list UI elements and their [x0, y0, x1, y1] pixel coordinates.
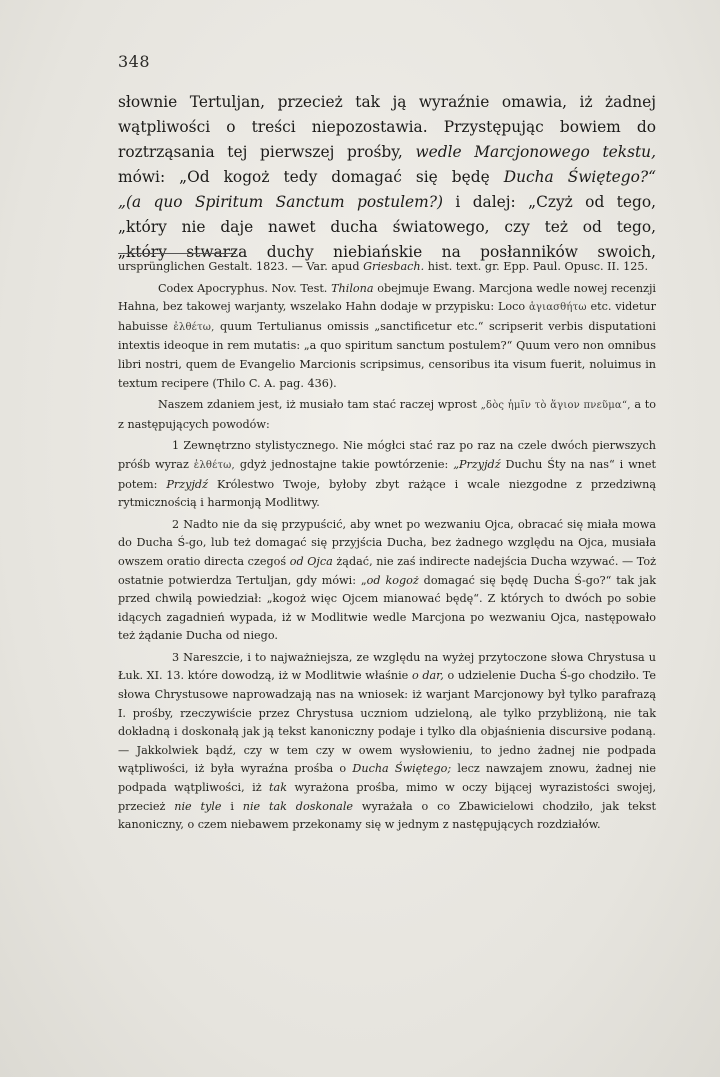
footnote-italic: Ducha Świętego; — [352, 762, 452, 776]
footnote-paragraph — [118, 437, 656, 512]
main-line: słownie Tertuljan, przecież tak ją wyraźnie omawia, iż żadnej — [118, 93, 656, 111]
footnote-italic: Griesbach. — [363, 260, 425, 273]
main-text — [118, 90, 656, 265]
main-line — [118, 190, 656, 215]
footnote-run: ursprünglichen Gestalt. 1823. — Var. apud — [118, 260, 360, 273]
main-line — [118, 165, 656, 190]
footnote-run: i — [230, 799, 234, 813]
footnote-run: wyrażała o co Zbawicielowi chodziło, jak tekst kanoniczny, o czem niebawem przekonamy się w jednym z następujących rozdziałów. — [118, 799, 656, 832]
main-text-run: mówi: „Od kogoż tedy domagać się będę — [118, 168, 490, 186]
main-line: „który nie daje nawet ducha światowego, czy też od tego, — [118, 218, 656, 236]
footnote-run: domagać się będę Ducha Ś-go?“ tak jak przed chwilą powiedział: „kogoż więc Ojcem mianować będę“. Z których to dwóch po sobie idących zagadnień wypada, iż w Modlitwie wedle Marcjona po wezwaniu Ojca, następowało też żądanie Ducha od niego. — [118, 573, 656, 643]
main-text-italic: wedle Marcjonowego tekstu, — [415, 143, 656, 161]
footnote-run: wyrażona prośba, mimo w oczy bijącej wyrazistości swojej, przecież — [118, 781, 656, 813]
main-text-italic: „(a quo Spiritum Sanctum postulem?) — [118, 193, 443, 211]
footnote-run: etc. videtur habuisse — [118, 300, 656, 333]
footnote-run: 2 Nadto nie da się przypuścić, aby wnet po wezwaniu Ojca, obracać się miała mowa do Ducha Ś-go, lub też domagać się przyjścia Ducha, bez żadnego względu na Ojca, musiała owszem oratio directa czegoś — [118, 517, 656, 568]
main-text-run: roztrząsania tej pierwszej prośby, — [118, 143, 403, 161]
main-line: „który stwarza duchy niebiańskie na posłanników swoich, — [118, 243, 656, 261]
footnote-paragraph — [118, 280, 656, 394]
footnote-italic: Przyjdź — [166, 477, 208, 491]
footnote-italic: Thilona — [331, 281, 374, 295]
footnote-run: obejmuje Ewang. Marcjona wedle nowej recenzji Hahna, bez takowej warjanty, wszelako Hahn dodaje w przypisku: Loco — [118, 281, 656, 314]
footnote-run: quum Tertulianus omissis „sanctificetur etc.“ scripserit verbis disputationi intextis ideoque in rem mutatis: „a quo spiritum sanctum postulem?“ Quum vero non omnibus libri nostri, quem de Evangelio Marcionis scripsimus, censoribus ita visum fuerit, noluimus in textum recipere (Thilo C. A. pag. 436). — [118, 319, 657, 390]
footnote-run: lecz nawzajem znowu, żadnej nie podpada wątpliwości, iż — [118, 762, 656, 795]
greek-text: ἐλθέτω, — [173, 321, 215, 333]
footnote-paragraph — [118, 258, 656, 277]
footnote-italic: nie tyle — [174, 799, 222, 813]
footnote-italic: nie tak doskonale — [242, 799, 354, 813]
footnote-italic: tak — [269, 781, 287, 795]
footnote-run: o udzielenie Ducha Ś-go chodziło. Te słowa Chrystusowe naprowadzają nas na wniosek: iż warjant Marcjonowy był tylko parafrazą I. prośby, rzeczywiście przez Chrystusa uczniom udzieloną, ale tylko przybliżoną, nie tak dokładną i doskonałą jak ją tekst kanoniczny podaje i tylko dla objaśnienia discursive podaną. — Jakkolwiek bądź, czy w tem czy w owem wysłowieniu, to jedno żadnej nie podpada wątpliwości, iż była wyraźna prośba o — [118, 669, 657, 776]
footnote-italic: od Ojca — [289, 554, 333, 568]
footnote-run: 1 Zewnętrzno stylistycznego. Nie mógłci stać raz po raz na czele dwóch pierwszych próśb wyraz — [118, 439, 656, 471]
footnote-italic: o dar, — [411, 669, 444, 683]
footnote-paragraph — [118, 516, 656, 646]
footnote-run: 3 Nareszcie, i to najważniejsza, ze względu na wyżej przytoczone słowa Chrystusa u Łuk. XI. 13. które dowodzą, iż w Modlitwie właśnie — [118, 650, 656, 683]
main-line — [118, 140, 656, 165]
footnote-block — [118, 258, 656, 835]
footnote-run: hist. text. gr. Epp. Paul. Opusc. II. 125. — [427, 260, 649, 273]
footnote-run: żądać, nie zaś indirecte nadejścia Ducha wzywać. — Toż ostatnie potwierdza Tertuljan, gdy mówi: „ — [118, 554, 656, 587]
footnote-italic: od kogoż — [366, 573, 419, 587]
footnote-run: Królestwo Twoje, byłoby zbyt rażące i wcale niezgodne z przedziwną rytmicznością i harmonją Modlitwy. — [118, 477, 656, 510]
footnote-paragraph — [118, 396, 656, 434]
footnote-run: Codex Apocryphus. Nov. Test. — [158, 281, 328, 295]
main-text-italic: Ducha Świętego?“ — [503, 168, 656, 186]
footnote-run: gdyż jednostajne takie powtórzenie: — [239, 457, 449, 471]
page-number: 348 — [118, 52, 151, 71]
main-line: wątpliwości o treści niepozostawia. Przystępując bowiem do — [118, 118, 656, 136]
greek-text: „δὸς ἡμῖν τὸ ἅγιον πνεῦμα“, — [480, 400, 631, 412]
greek-text: ἐλθέτω, — [193, 459, 235, 471]
greek-text: ἁγιασθήτω — [528, 302, 587, 314]
main-text-run: i dalej: „Czyż od tego, — [455, 193, 656, 211]
footnote-run: Naszem zdaniem jest, iż musiało tam stać raczej wprost — [158, 398, 477, 412]
footnote-rule — [118, 253, 236, 254]
footnote-paragraph — [118, 649, 656, 835]
footnote-run: Duchu Śty na nas“ i wnet potem: — [118, 457, 656, 491]
footnote-run: a to z następujących powodów: — [118, 398, 656, 431]
footnote-italic: „Przyjdź — [453, 457, 501, 471]
